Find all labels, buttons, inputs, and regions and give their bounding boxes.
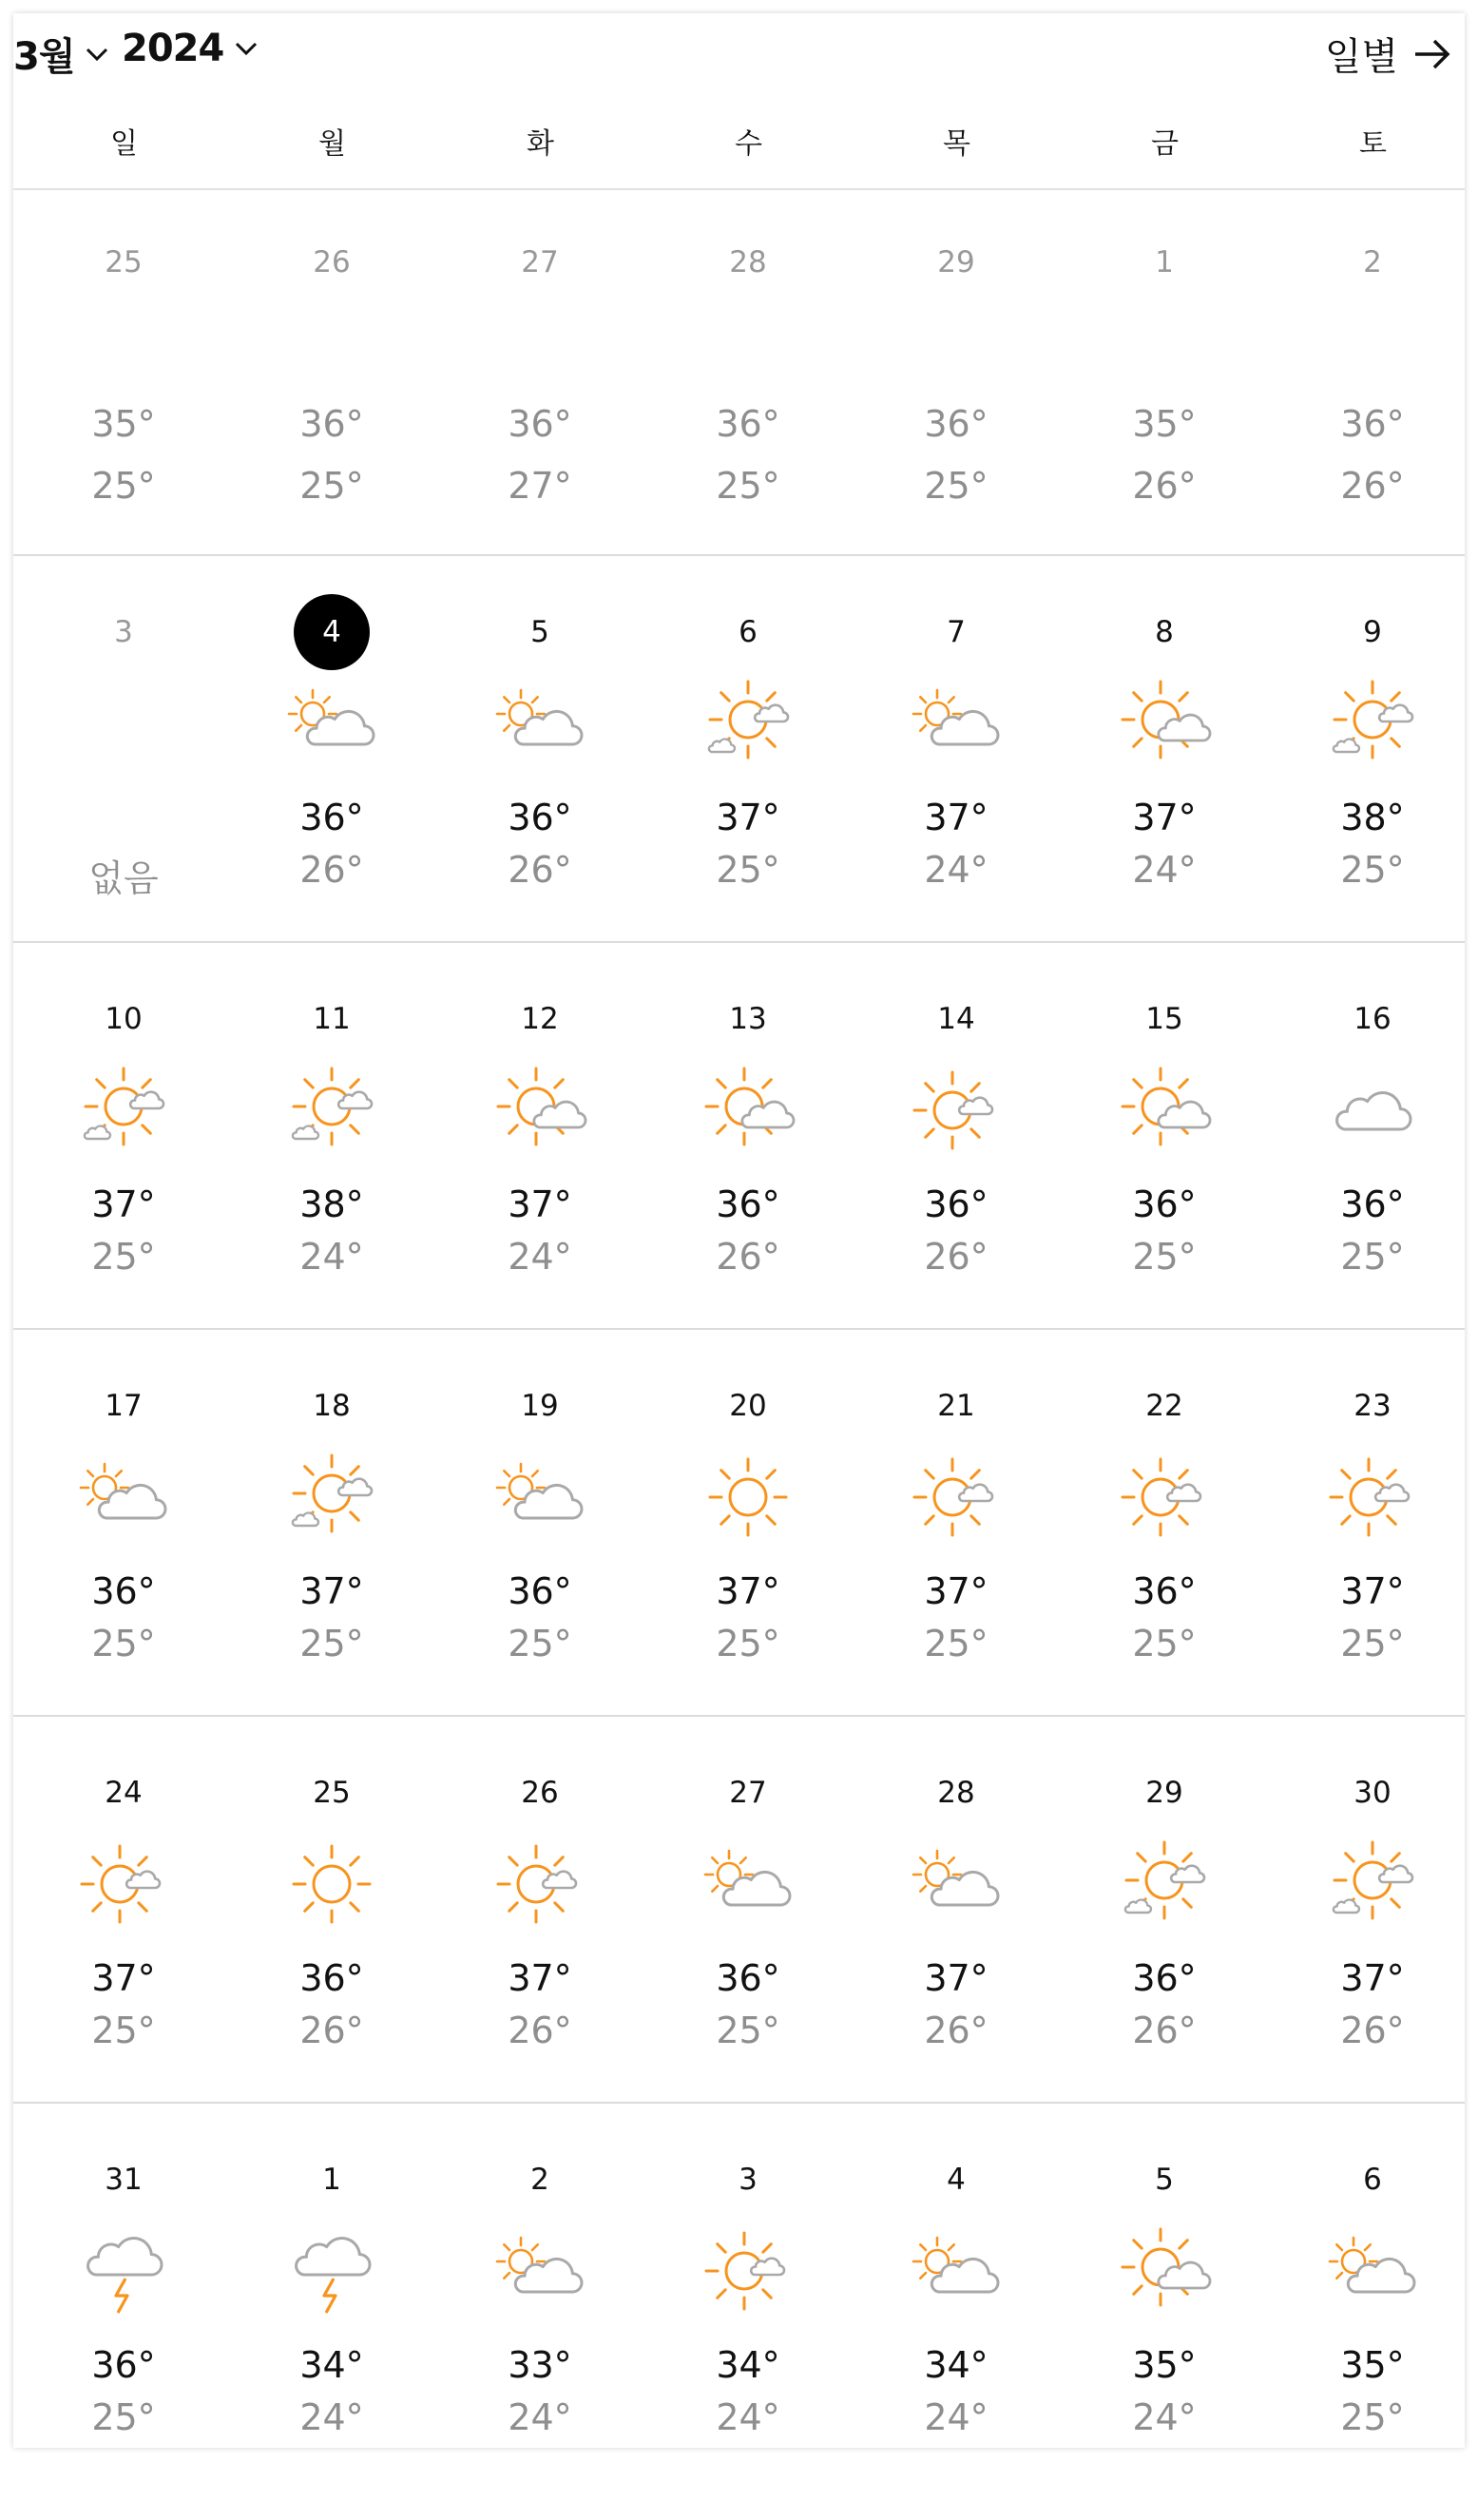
high-temperature: 36° xyxy=(1132,1570,1197,1612)
day-number: 20 xyxy=(729,1389,767,1423)
day-number: 3 xyxy=(114,615,133,649)
day-cell[interactable] xyxy=(653,998,843,1359)
high-temperature: 36° xyxy=(1132,1957,1197,1999)
low-temperature: 25° xyxy=(924,465,989,507)
low-temperature: 25° xyxy=(716,1623,780,1664)
day-cell[interactable] xyxy=(1069,1772,1259,2133)
day-number: 23 xyxy=(1353,1389,1392,1423)
sun-small-cloud-icon xyxy=(76,1837,171,1932)
day-number: 17 xyxy=(105,1389,143,1423)
today-date: 4 xyxy=(237,611,427,670)
sun-small-cloud-icon xyxy=(492,1837,587,1932)
low-temperature: 25° xyxy=(1340,1236,1405,1278)
low-temperature: 26° xyxy=(924,2010,989,2051)
high-temperature: 37° xyxy=(91,1957,156,1999)
weekday-label: 일 xyxy=(110,127,138,161)
day-cell[interactable] xyxy=(1069,611,1259,972)
high-temperature: 36° xyxy=(299,797,364,838)
sun-clouds-icon xyxy=(284,1450,379,1545)
high-temperature: 36° xyxy=(716,403,780,445)
low-temperature: 26° xyxy=(1132,2010,1197,2051)
low-temperature: 25° xyxy=(508,1623,572,1664)
day-cell[interactable] xyxy=(445,611,635,972)
day-number: 12 xyxy=(521,1002,559,1036)
weekday-header xyxy=(13,120,1465,190)
high-temperature: 36° xyxy=(924,1183,989,1225)
high-temperature: 34° xyxy=(716,2344,780,2386)
low-temperature: 25° xyxy=(1340,2396,1405,2438)
high-temperature: 36° xyxy=(299,1957,364,1999)
low-temperature: 25° xyxy=(91,2396,156,2438)
day-number: 25 xyxy=(105,245,143,279)
low-temperature: 26° xyxy=(508,849,572,891)
day-number: 11 xyxy=(313,1002,351,1036)
low-temperature: 24° xyxy=(508,2396,572,2438)
day-number: 6 xyxy=(1363,2163,1382,2197)
mostly-cloudy-icon xyxy=(701,1837,796,1932)
high-temperature: 37° xyxy=(508,1957,572,1999)
sun-icon xyxy=(701,1450,796,1545)
day-number: 31 xyxy=(105,2163,143,2197)
day-number: 24 xyxy=(105,1776,143,1810)
day-cell[interactable] xyxy=(445,998,635,1359)
day-cell[interactable] xyxy=(861,1385,1051,1746)
day-number: 2 xyxy=(1363,245,1382,279)
day-number: 29 xyxy=(1145,1776,1183,1810)
low-temperature: 25° xyxy=(1340,849,1405,891)
sun-small-cloud-icon xyxy=(1117,1450,1212,1545)
day-number: 9 xyxy=(1363,615,1382,649)
day-cell[interactable] xyxy=(1277,1772,1468,2133)
day-number: 2 xyxy=(530,2163,549,2197)
day-cell[interactable] xyxy=(653,1385,843,1746)
low-temperature: 25° xyxy=(1340,1623,1405,1664)
low-temperature: 26° xyxy=(299,849,364,891)
partly-sunny-icon xyxy=(701,1063,796,1158)
low-temperature: 24° xyxy=(1132,849,1197,891)
weekday-label: 금 xyxy=(1151,127,1179,161)
high-temperature: 36° xyxy=(508,403,572,445)
low-temperature: 25° xyxy=(924,1623,989,1664)
high-temperature: 36° xyxy=(508,1570,572,1612)
sun-icon xyxy=(284,1837,379,1932)
day-cell[interactable] xyxy=(445,2159,635,2520)
day-number: 28 xyxy=(937,1776,975,1810)
sun-clouds-icon xyxy=(701,676,796,771)
high-temperature: 36° xyxy=(508,797,572,838)
day-cell[interactable] xyxy=(29,241,219,603)
day-cell[interactable] xyxy=(1277,1385,1468,1746)
high-temperature: 36° xyxy=(299,403,364,445)
low-temperature: 26° xyxy=(1132,465,1197,507)
day-cell[interactable] xyxy=(1069,998,1259,1359)
day-cell[interactable] xyxy=(1277,998,1468,1359)
day-number: 26 xyxy=(521,1776,559,1810)
low-temperature: 24° xyxy=(1132,2396,1197,2438)
day-cell[interactable] xyxy=(237,2159,427,2520)
day-cell[interactable] xyxy=(29,1772,219,2133)
weekday-label: 월 xyxy=(318,127,346,161)
chevron-down-icon xyxy=(84,41,110,67)
day-number: 21 xyxy=(937,1389,975,1423)
day-cell[interactable] xyxy=(861,2159,1051,2520)
day-cell[interactable] xyxy=(445,1385,635,1746)
low-temperature: 26° xyxy=(508,2010,572,2051)
day-cell[interactable] xyxy=(861,998,1051,1359)
chevron-down-icon xyxy=(233,35,259,62)
low-temperature: 25° xyxy=(716,465,780,507)
day-number: 13 xyxy=(729,1002,767,1036)
high-temperature: 37° xyxy=(1340,1570,1405,1612)
day-cell[interactable] xyxy=(653,2159,843,2520)
high-temperature: 36° xyxy=(1132,1183,1197,1225)
high-temperature: 37° xyxy=(716,1570,780,1612)
partly-sunny-icon xyxy=(492,1063,587,1158)
weekday-label: 목 xyxy=(943,127,970,161)
day-number: 10 xyxy=(105,1002,143,1036)
month-select[interactable] xyxy=(13,27,110,81)
low-temperature: 25° xyxy=(91,2010,156,2051)
week-divider xyxy=(13,1715,1465,1717)
week-divider xyxy=(13,554,1465,556)
sun-small-cloud-icon xyxy=(1325,1450,1420,1545)
daily-view-label: 일별 xyxy=(1324,35,1398,79)
arrow-right-icon xyxy=(1413,38,1451,70)
high-temperature: 37° xyxy=(1132,797,1197,838)
low-temperature: 25° xyxy=(91,465,156,507)
day-cell[interactable] xyxy=(653,241,843,603)
day-number: 5 xyxy=(530,615,549,649)
day-number: 16 xyxy=(1353,1002,1392,1036)
day-cell[interactable] xyxy=(653,611,843,972)
sun-clouds-icon xyxy=(284,1063,379,1158)
week-divider xyxy=(13,1328,1465,1330)
low-temperature: 26° xyxy=(299,2010,364,2051)
low-temperature: 24° xyxy=(924,849,989,891)
sun-clouds-icon xyxy=(76,1063,171,1158)
day-cell[interactable] xyxy=(1069,241,1259,603)
high-temperature: 37° xyxy=(508,1183,572,1225)
low-temperature: 24° xyxy=(716,2396,780,2438)
low-temperature: 25° xyxy=(1132,1623,1197,1664)
sun-clouds-icon xyxy=(1117,1837,1212,1932)
day-cell[interactable] xyxy=(1277,611,1468,972)
day-number: 30 xyxy=(1353,1776,1392,1810)
high-temperature: 33° xyxy=(508,2344,572,2386)
day-cell[interactable] xyxy=(29,2159,219,2520)
cloud-icon xyxy=(1325,1063,1420,1158)
high-temperature: 37° xyxy=(924,797,989,838)
day-cell[interactable] xyxy=(653,1772,843,2133)
low-temperature: 27° xyxy=(508,465,572,507)
day-number: 22 xyxy=(1145,1389,1183,1423)
day-cell[interactable] xyxy=(237,1385,427,1746)
mostly-cloudy-icon xyxy=(284,676,379,771)
low-temperature: 26° xyxy=(1340,465,1405,507)
year-select[interactable] xyxy=(122,27,259,70)
day-number: 29 xyxy=(937,245,975,279)
calendar-panel xyxy=(13,13,1465,2448)
high-temperature: 36° xyxy=(1340,403,1405,445)
day-cell[interactable] xyxy=(1277,2159,1468,2520)
low-temperature: 24° xyxy=(508,1236,572,1278)
mostly-cloudy-icon xyxy=(909,676,1004,771)
day-cell[interactable] xyxy=(861,611,1051,972)
sun-small-cloud-icon xyxy=(701,2223,796,2318)
thunderstorm-icon xyxy=(284,2223,379,2318)
day-number: 25 xyxy=(313,1776,351,1810)
sun-clouds-icon xyxy=(1325,1837,1420,1932)
low-temperature: 25° xyxy=(716,2010,780,2051)
day-cell[interactable] xyxy=(237,241,427,603)
low-temperature: 26° xyxy=(924,1236,989,1278)
weekday-label: 수 xyxy=(735,127,762,161)
high-temperature: 36° xyxy=(91,1570,156,1612)
week-divider xyxy=(13,941,1465,943)
partly-sunny-icon xyxy=(1117,676,1212,771)
high-temperature: 35° xyxy=(1340,2344,1405,2386)
low-temperature: 25° xyxy=(299,465,364,507)
mostly-cloudy-icon xyxy=(909,2223,1004,2318)
day-cell[interactable] xyxy=(237,998,427,1359)
low-temperature: 26° xyxy=(716,1236,780,1278)
low-temperature: 25° xyxy=(716,849,780,891)
partly-sunny-icon xyxy=(1117,2223,1212,2318)
sun-clouds-icon xyxy=(1325,676,1420,771)
day-number: 27 xyxy=(521,245,559,279)
mostly-cloudy-icon xyxy=(76,1450,171,1545)
high-temperature: 35° xyxy=(1132,403,1197,445)
day-number: 5 xyxy=(1155,2163,1174,2197)
high-temperature: 37° xyxy=(91,1183,156,1225)
high-temperature: 35° xyxy=(1132,2344,1197,2386)
day-cell[interactable] xyxy=(29,611,219,972)
mostly-cloudy-icon xyxy=(492,1450,587,1545)
daily-view-button[interactable] xyxy=(1325,27,1451,81)
sun-small-cloud-icon xyxy=(909,1450,1004,1545)
mostly-cloudy-icon xyxy=(909,1837,1004,1932)
high-temperature: 36° xyxy=(716,1183,780,1225)
year-label: 2024 xyxy=(122,27,224,70)
day-cell[interactable] xyxy=(445,241,635,603)
low-temperature: 24° xyxy=(924,2396,989,2438)
low-temperature: 24° xyxy=(299,1236,364,1278)
day-cell[interactable] xyxy=(237,1772,427,2133)
day-number: 6 xyxy=(739,615,758,649)
partly-sunny-icon xyxy=(1117,1063,1212,1158)
high-temperature: 37° xyxy=(924,1570,989,1612)
high-temperature: 34° xyxy=(924,2344,989,2386)
high-temperature: 36° xyxy=(716,1957,780,1999)
low-temperature: 25° xyxy=(1132,1236,1197,1278)
high-temperature: 37° xyxy=(299,1570,364,1612)
day-number: 18 xyxy=(313,1389,351,1423)
no-data-label: 없음 xyxy=(88,857,159,899)
low-temperature: 26° xyxy=(1340,2010,1405,2051)
low-temperature: 25° xyxy=(299,1623,364,1664)
high-temperature: 34° xyxy=(299,2344,364,2386)
month-label: 3월 xyxy=(13,35,75,79)
day-number: 1 xyxy=(322,2163,341,2197)
day-cell[interactable] xyxy=(1069,2159,1259,2520)
day-number: 28 xyxy=(729,245,767,279)
mostly-cloudy-icon xyxy=(492,676,587,771)
day-cell[interactable] xyxy=(861,1772,1051,2133)
day-number: 1 xyxy=(1155,245,1174,279)
high-temperature: 36° xyxy=(91,2344,156,2386)
day-number: 19 xyxy=(521,1389,559,1423)
high-temperature: 37° xyxy=(1340,1957,1405,1999)
day-cell[interactable] xyxy=(29,998,219,1359)
week-divider xyxy=(13,2102,1465,2104)
mostly-cloudy-icon xyxy=(492,2223,587,2318)
day-number: 4 xyxy=(947,2163,966,2197)
day-number: 27 xyxy=(729,1776,767,1810)
high-temperature: 38° xyxy=(1340,797,1405,838)
day-number: 3 xyxy=(739,2163,758,2197)
high-temperature: 37° xyxy=(716,797,780,838)
day-cell[interactable] xyxy=(445,1772,635,2133)
day-number: 8 xyxy=(1155,615,1174,649)
low-temperature: 25° xyxy=(91,1236,156,1278)
day-cell[interactable] xyxy=(237,611,427,972)
high-temperature: 36° xyxy=(924,403,989,445)
high-temperature: 35° xyxy=(91,403,156,445)
day-number: 26 xyxy=(313,245,351,279)
low-temperature: 25° xyxy=(91,1623,156,1664)
high-temperature: 38° xyxy=(299,1183,364,1225)
thunderstorm-icon xyxy=(76,2223,171,2318)
low-temperature: 24° xyxy=(299,2396,364,2438)
weekday-label: 토 xyxy=(1359,127,1387,161)
day-cell[interactable] xyxy=(861,241,1051,603)
mostly-cloudy-icon xyxy=(1325,2223,1420,2318)
weekday-label: 화 xyxy=(527,127,554,161)
sun-small-cloud-icon xyxy=(909,1063,1004,1158)
day-cell[interactable] xyxy=(1069,1385,1259,1746)
day-number: 7 xyxy=(947,615,966,649)
high-temperature: 36° xyxy=(1340,1183,1405,1225)
day-number: 14 xyxy=(937,1002,975,1036)
day-cell[interactable] xyxy=(29,1385,219,1746)
day-cell[interactable] xyxy=(1277,241,1468,603)
high-temperature: 37° xyxy=(924,1957,989,1999)
day-number: 15 xyxy=(1145,1002,1183,1036)
